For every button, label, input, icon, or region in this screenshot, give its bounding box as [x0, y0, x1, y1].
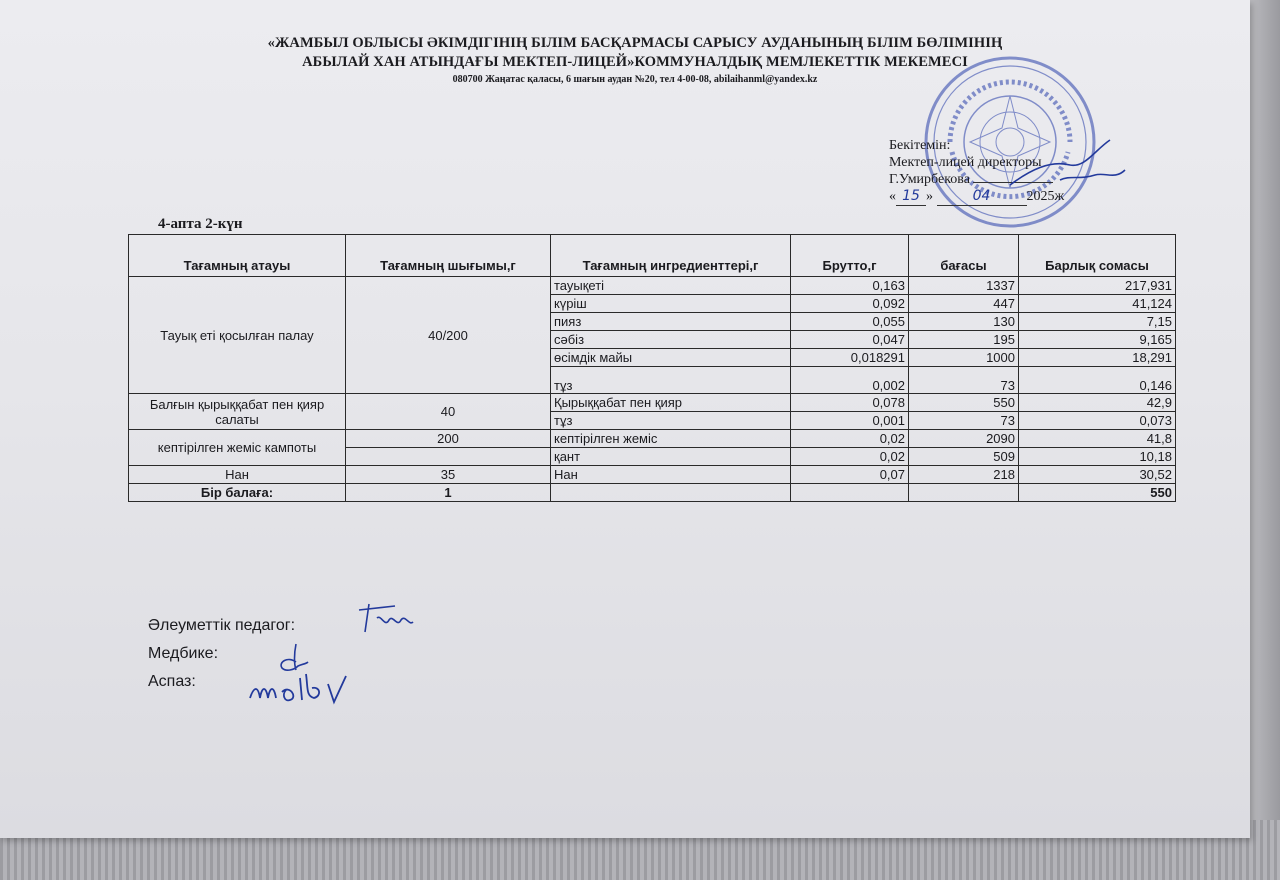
ingredient-name-cell: тұз: [551, 412, 791, 430]
brutto-cell: 0,07: [791, 466, 909, 484]
approval-position: Мектеп-лицей директоры: [889, 155, 1042, 170]
brutto-cell: 0,002: [791, 367, 909, 394]
ingredient-name-cell: өсімдік майы: [551, 349, 791, 367]
price-cell: 1000: [909, 349, 1019, 367]
date-day: 15: [896, 188, 926, 206]
header-total-sum: Барлық сомасы: [1019, 235, 1176, 277]
dish-yield-cell: 200: [346, 430, 551, 448]
total-cell: 217,931: [1019, 277, 1176, 295]
date-open-quote: «: [889, 189, 896, 204]
dish-name-cell: Тауық еті қосылған палау: [129, 277, 346, 394]
dish-yield-cell: 35: [346, 466, 551, 484]
table-row: [129, 430, 1176, 448]
table-header-row: [129, 235, 1176, 277]
price-cell: 218: [909, 466, 1019, 484]
table-total-row: [129, 484, 1176, 502]
ingredient-name-cell: кептірілген жеміс: [551, 430, 791, 448]
pedagogue-signature-icon: [355, 598, 415, 638]
total-cell: 18,291: [1019, 349, 1176, 367]
total-cell: 7,15: [1019, 313, 1176, 331]
header-dish-name: Тағамның атауы: [129, 235, 346, 277]
dish-yield-cell: 40: [346, 394, 551, 430]
brutto-cell: 0,092: [791, 295, 909, 313]
date-year: 2025ж: [1026, 189, 1065, 204]
ingredient-name-cell: Нан: [551, 466, 791, 484]
menu-day-title: 4-апта 2-күн: [158, 216, 243, 232]
menu-cost-table: [128, 234, 1176, 502]
ingredient-name-cell: сәбіз: [551, 331, 791, 349]
brutto-cell: 0,163: [791, 277, 909, 295]
total-cell: 30,52: [1019, 466, 1176, 484]
ingredient-name-cell: Қырыққабат пен қияр: [551, 394, 791, 412]
price-cell: 73: [909, 367, 1019, 394]
signature-nurse: Медбике:: [148, 645, 219, 662]
total-empty-cell: [551, 484, 791, 502]
total-cell: 42,9: [1019, 394, 1176, 412]
letterhead-line-1: «ЖАМБЫЛ ОБЛЫСЫ ӘКІМДІГІНІҢ БІЛІМ БАСҚАРМАСЫ САРЫСУ АУДАНЫНЫҢ БІЛІМ БӨЛІМІНІҢ: [267, 35, 1003, 51]
header-yield: Тағамның шығымы,г: [346, 235, 551, 277]
header-brutto: Брутто,г: [791, 235, 909, 277]
dish-name-cell: кептірілген жеміс кампоты: [129, 430, 346, 466]
total-label-cell: Бір балаға:: [129, 484, 346, 502]
total-empty-cell: [791, 484, 909, 502]
dish-yield-cell: 40/200: [346, 277, 551, 394]
director-signature-icon: [1000, 130, 1130, 200]
price-cell: 509: [909, 448, 1019, 466]
dish-name-cell: Балғын қырыққабат пен қияр салаты: [129, 394, 346, 430]
brutto-cell: 0,018291: [791, 349, 909, 367]
price-cell: 1337: [909, 277, 1019, 295]
brutto-cell: 0,02: [791, 430, 909, 448]
signature-social-pedagogue: Әлеуметтік педагог:: [148, 617, 296, 634]
table-row: [129, 466, 1176, 484]
price-cell: 447: [909, 295, 1019, 313]
price-cell: 195: [909, 331, 1019, 349]
total-sum-cell: 550: [1019, 484, 1176, 502]
total-cell: 0,073: [1019, 412, 1176, 430]
date-month: 04: [937, 188, 1027, 206]
total-cell: 9,165: [1019, 331, 1176, 349]
dish-name-cell: Нан: [129, 466, 346, 484]
brutto-cell: 0,078: [791, 394, 909, 412]
brutto-cell: 0,001: [791, 412, 909, 430]
price-cell: 550: [909, 394, 1019, 412]
total-empty-cell: [909, 484, 1019, 502]
ingredient-name-cell: қант: [551, 448, 791, 466]
letterhead-line-2: АБЫЛАЙ ХАН АТЫНДАҒЫ МЕКТЕП-ЛИЦЕЙ»КОММУНАЛДЫҚ МЕМЛЕКЕТТІК МЕКЕМЕСІ: [302, 54, 968, 70]
price-cell: 130: [909, 313, 1019, 331]
ingredient-name-cell: пияз: [551, 313, 791, 331]
cook-signature-icon: [246, 668, 366, 712]
table-row: [129, 394, 1176, 412]
approval-name: Г.Умирбекова: [889, 172, 970, 187]
brutto-cell: 0,055: [791, 313, 909, 331]
total-cell: 41,8: [1019, 430, 1176, 448]
signature-cook: Аспаз:: [148, 673, 196, 690]
dish-yield-cell-empty: [346, 448, 551, 466]
total-count-cell: 1: [346, 484, 551, 502]
ingredient-name-cell: күріш: [551, 295, 791, 313]
ingredient-name-cell: тауықеті: [551, 277, 791, 295]
price-cell: 73: [909, 412, 1019, 430]
header-price: бағасы: [909, 235, 1019, 277]
total-cell: 10,18: [1019, 448, 1176, 466]
background-edge: [1248, 0, 1280, 880]
date-close-quote: »: [926, 189, 933, 204]
table-row: [129, 277, 1176, 295]
brutto-cell: 0,02: [791, 448, 909, 466]
price-cell: 2090: [909, 430, 1019, 448]
total-cell: 41,124: [1019, 295, 1176, 313]
approval-title: Бекітемін:: [889, 138, 951, 153]
total-cell: 0,146: [1019, 367, 1176, 394]
brutto-cell: 0,047: [791, 331, 909, 349]
letterhead-address: 080700 Жаңатас қаласы, 6 шағын аудан №20, тел 4-00-08, abilaihanml@yandex.kz: [452, 74, 818, 85]
header-ingredients: Тағамның ингредиенттері,г: [551, 235, 791, 277]
ingredient-name-cell: тұз: [551, 367, 791, 394]
